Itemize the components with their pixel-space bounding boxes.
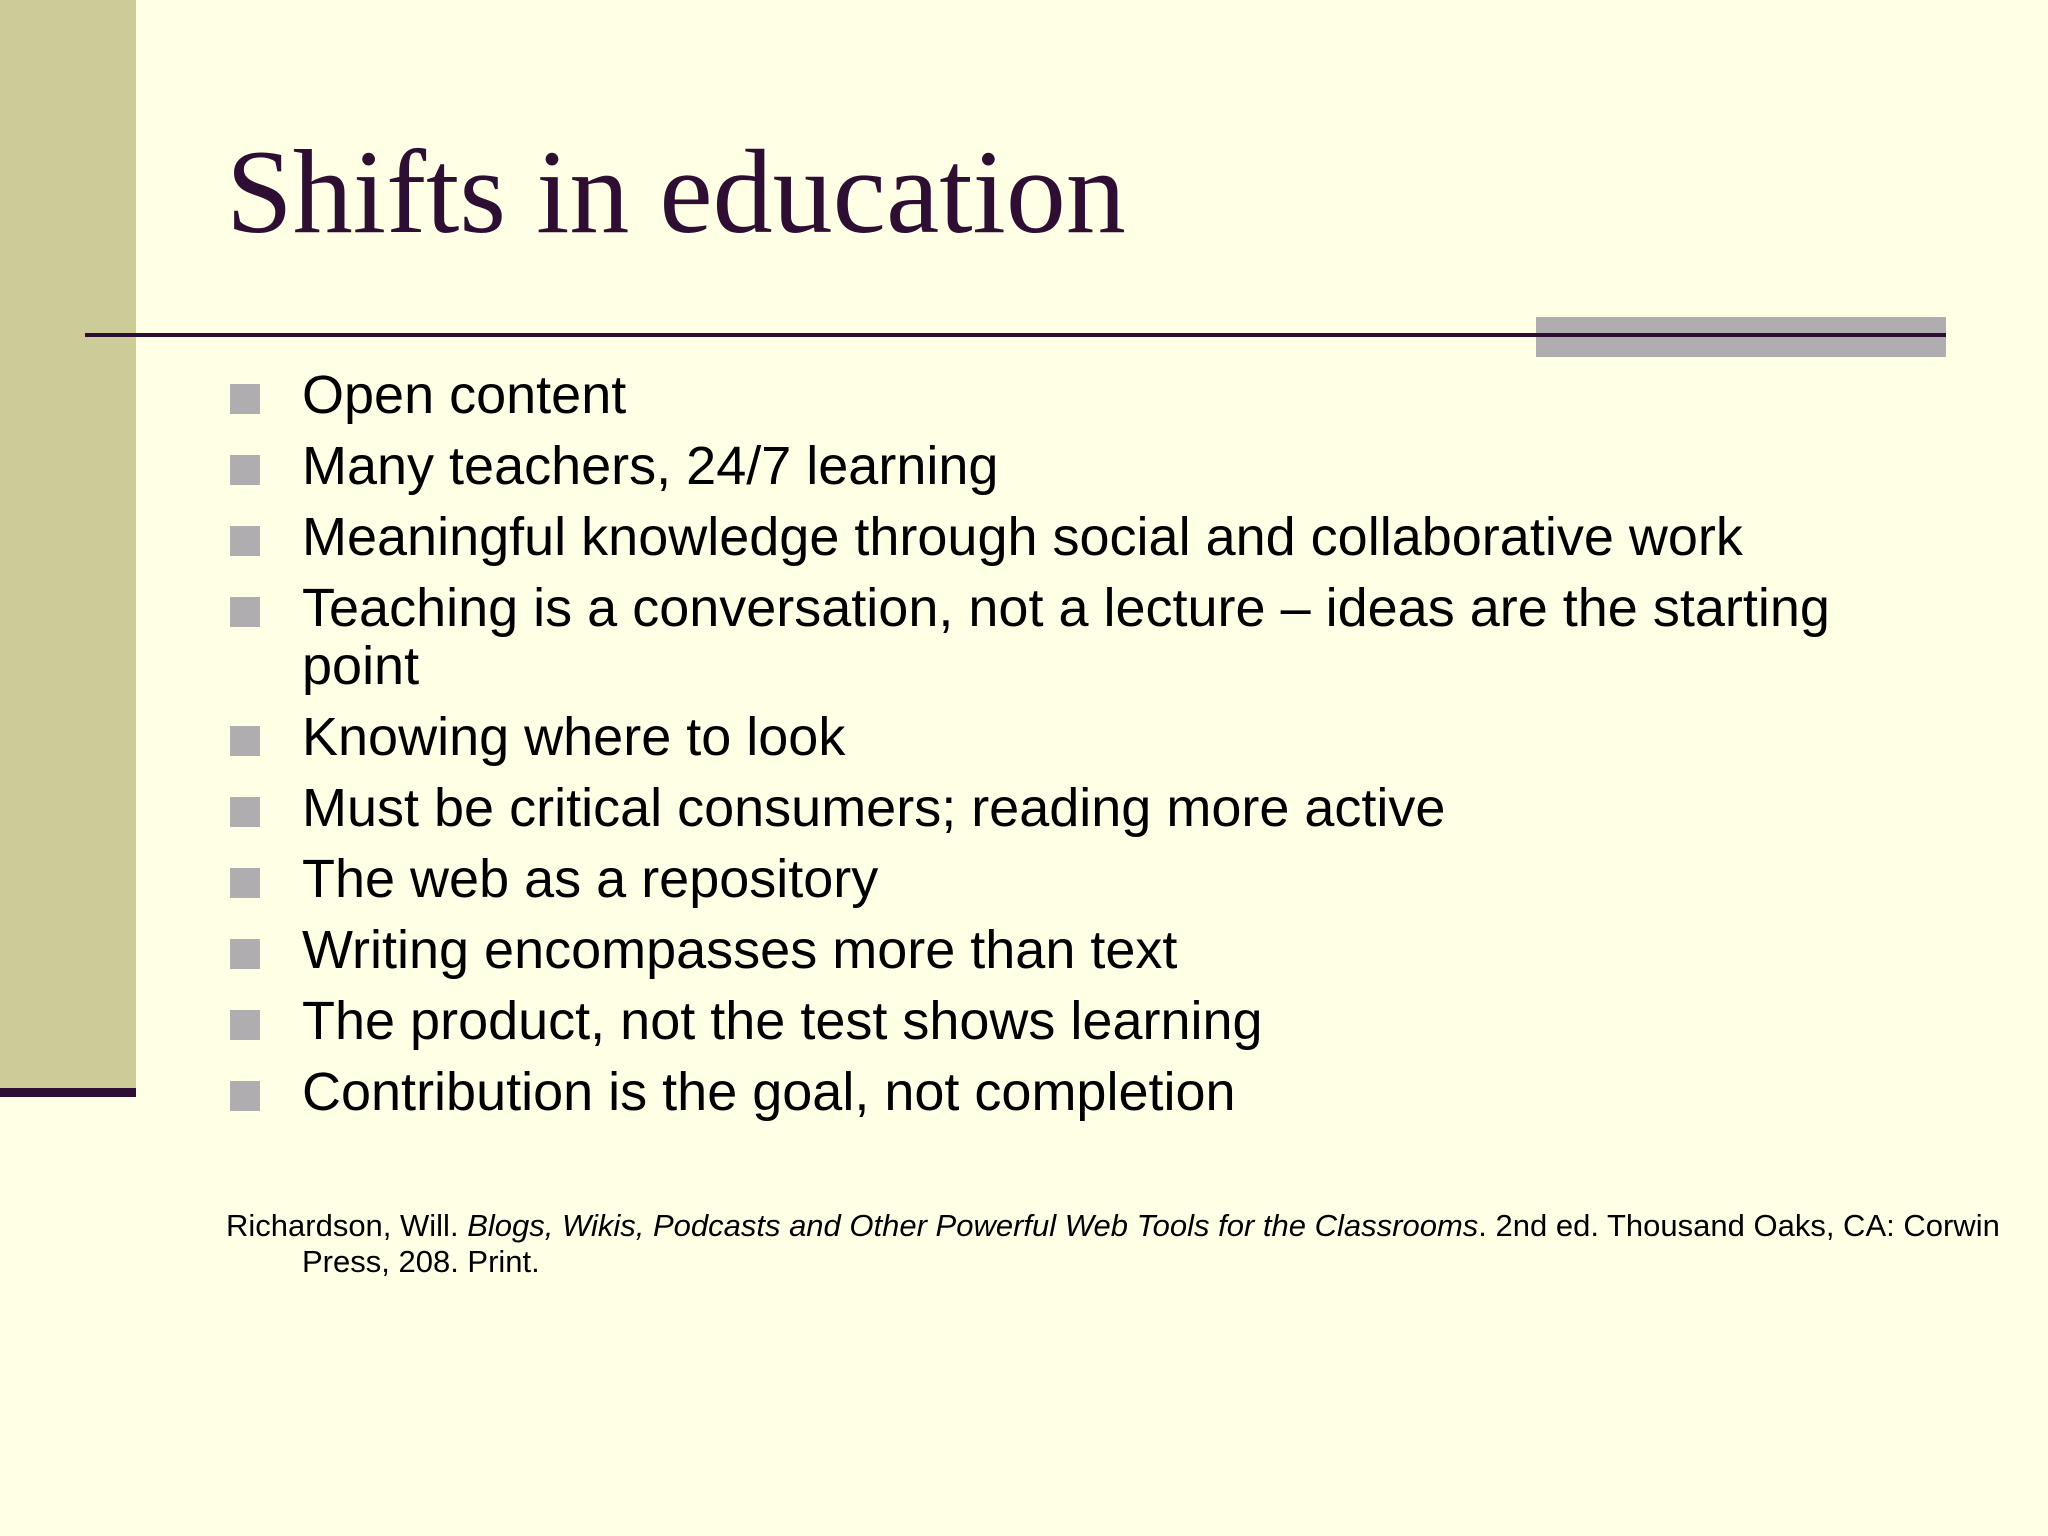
square-bullet-icon: [230, 1081, 260, 1111]
bullet-text: Many teachers, 24/7 learning: [302, 436, 999, 496]
bullet-text: The product, not the test shows learning: [302, 991, 1263, 1051]
square-bullet-icon: [230, 1010, 260, 1040]
bullet-text: The web as a repository: [302, 849, 879, 909]
bullet-item: [228, 1063, 1948, 1121]
bullet-text: Contribution is the goal, not completion: [302, 1062, 1236, 1122]
bullet-item: [228, 437, 1948, 495]
square-bullet-icon: [230, 939, 260, 969]
bullet-item: [228, 708, 1948, 766]
square-bullet-icon: [230, 868, 260, 898]
bullet-item: [228, 850, 1948, 908]
bullet-item: [228, 508, 1948, 566]
citation-author: Richardson, Will.: [226, 1208, 468, 1243]
left-accent-underline: [0, 1088, 136, 1097]
bullet-text: Teaching is a conversation, not a lecture – ideas are the starting point: [302, 578, 1830, 696]
citation-publication-details: . 2nd ed. Thousand Oaks, CA: Corwin Press, 208. Print.: [302, 1208, 2000, 1279]
slide-title: Shifts in education: [226, 125, 1126, 258]
bullet-text: Knowing where to look: [302, 707, 846, 767]
bullet-text: Open content: [302, 365, 627, 425]
square-bullet-icon: [230, 455, 260, 485]
bullet-text: Meaningful knowledge through social and collaborative work: [302, 507, 1743, 567]
bullet-text: Must be critical consumers; reading more active: [302, 778, 1446, 838]
bullet-text: Writing encompasses more than text: [302, 920, 1178, 980]
bullet-item: [228, 579, 1948, 695]
square-bullet-icon: [230, 526, 260, 556]
square-bullet-icon: [230, 384, 260, 414]
citation-book-title: Blogs, Wikis, Podcasts and Other Powerful Web Tools for the Classrooms: [467, 1208, 1479, 1243]
bullet-item: [228, 366, 1948, 424]
title-divider-line: [85, 333, 1946, 337]
bullet-item: [228, 779, 1948, 837]
square-bullet-icon: [230, 726, 260, 756]
citation: [226, 1208, 2022, 1280]
bullet-item: [228, 992, 1948, 1050]
square-bullet-icon: [230, 597, 260, 627]
bullet-item: [228, 921, 1948, 979]
square-bullet-icon: [230, 797, 260, 827]
bullet-list: [228, 366, 1948, 1134]
title-accent-block: [1536, 317, 1946, 357]
left-accent-bar: [0, 0, 136, 1088]
